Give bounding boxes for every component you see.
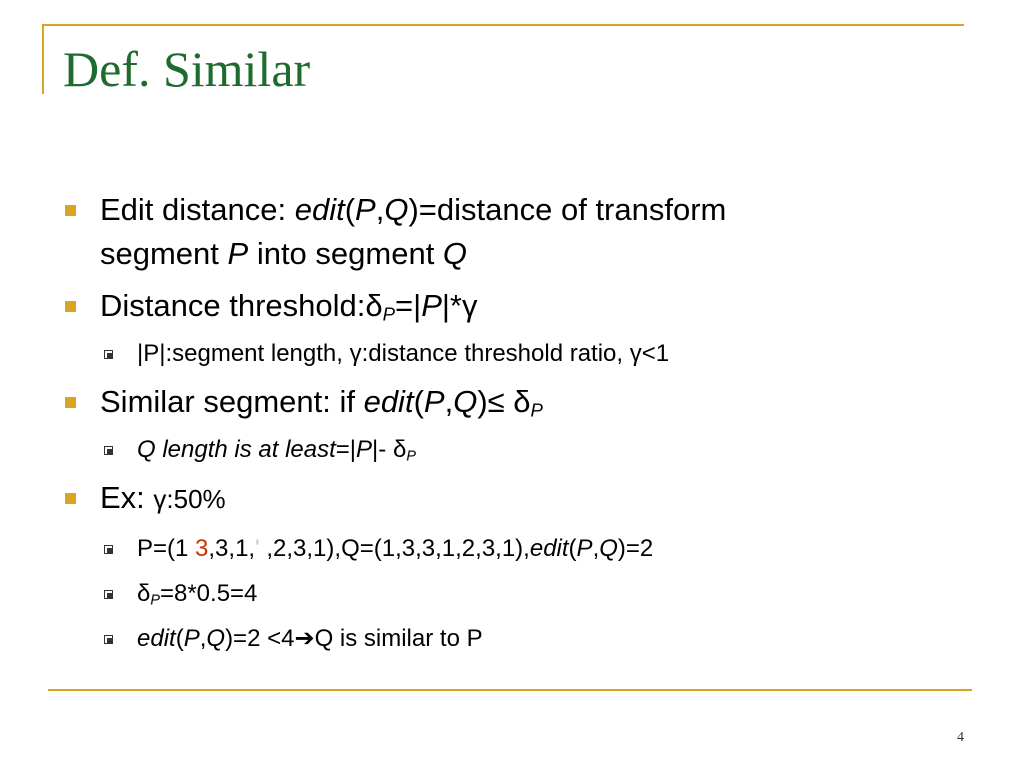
text: ,2,3,1),Q=(1,3,3,1,2,3,1), xyxy=(259,535,530,562)
edit-term: edit xyxy=(294,192,345,227)
bullet-square-icon xyxy=(65,397,76,408)
bullet-square-icon xyxy=(65,493,76,504)
text: Distance threshold:δ xyxy=(100,288,383,323)
text: , xyxy=(199,625,207,652)
text: |- δ xyxy=(372,436,407,463)
text: , xyxy=(592,535,600,562)
gamma-value: γ:50% xyxy=(153,484,226,514)
top-rule xyxy=(42,24,964,26)
sub-bullet-square-icon xyxy=(104,446,113,455)
bullet-similar-segment xyxy=(100,380,543,433)
sub-bullet-square-icon xyxy=(104,545,113,554)
text: |*γ xyxy=(441,288,478,323)
sub-bullet-square-icon xyxy=(104,590,113,599)
Q-var: Q xyxy=(384,192,409,227)
bullet-square-icon xyxy=(65,205,76,216)
slide-title: Def. Similar xyxy=(63,41,311,97)
subscript-P: P xyxy=(150,592,160,609)
text: into segment xyxy=(248,236,443,271)
Q-var: Q xyxy=(442,236,468,271)
text: δ xyxy=(137,580,151,607)
P-var: P xyxy=(421,288,442,323)
text: segment xyxy=(100,236,228,271)
text: )=2 xyxy=(617,535,654,562)
P-var: P xyxy=(227,236,249,271)
text: ( xyxy=(568,535,577,562)
Q-var: Q xyxy=(206,625,226,652)
edit-term: edit xyxy=(363,384,414,419)
bullet-square-icon xyxy=(65,301,76,312)
P-var: P xyxy=(356,436,373,463)
side-rule xyxy=(42,24,44,94)
text: ( xyxy=(344,192,356,227)
bullet-edit-distance xyxy=(100,188,726,232)
page-number: 4 xyxy=(957,730,964,745)
P-var: P xyxy=(355,192,376,227)
Q-var: Q xyxy=(453,384,478,419)
sub-bullet-segment-length: |P|:segment length, γ:distance threshold ratio, γ<1 xyxy=(137,340,670,367)
sub-bullet-q-length xyxy=(137,435,416,472)
text: =8*0.5=4 xyxy=(159,580,258,607)
subscript-P: P xyxy=(382,303,396,325)
text: , xyxy=(375,192,385,227)
subscript-P: P xyxy=(530,399,543,421)
text: ( xyxy=(413,384,424,419)
sub-bullet-square-icon xyxy=(104,350,113,359)
Q-var: Q xyxy=(599,535,618,562)
text: Similar segment: if xyxy=(100,384,364,419)
P-var: P xyxy=(423,384,445,419)
sub-bullet-delta-value xyxy=(137,579,257,616)
text: =| xyxy=(335,436,357,463)
text: Edit distance: xyxy=(100,192,295,227)
text: ( xyxy=(175,625,184,652)
P-var: P xyxy=(183,625,200,652)
text: =| xyxy=(395,288,422,323)
text: ,3,1, xyxy=(208,535,256,562)
edit-term: edit xyxy=(137,625,176,652)
text: P=(1 xyxy=(137,535,196,562)
P-var: P xyxy=(576,535,593,562)
bottom-rule xyxy=(48,689,972,691)
sub-bullet-example-sequences xyxy=(137,534,653,564)
text: )=distance of transform xyxy=(408,192,727,227)
bullet-example xyxy=(100,476,226,521)
text: )≤ δ xyxy=(477,384,531,419)
sub-bullet-conclusion xyxy=(137,624,483,654)
text: Ex: xyxy=(100,480,154,515)
text: )=2 <4 xyxy=(225,625,295,652)
bullet-distance-threshold xyxy=(100,284,478,337)
text: Q length is at least xyxy=(137,436,336,463)
highlighted-value: 3 xyxy=(195,535,209,562)
subscript-P: P xyxy=(406,448,416,465)
edit-term: edit xyxy=(529,535,569,562)
right-arrow-icon: ➔ xyxy=(294,625,315,652)
text: , xyxy=(444,384,454,419)
text: Q is similar to P xyxy=(314,625,483,652)
faint-mark: ' xyxy=(255,535,260,562)
sub-bullet-square-icon xyxy=(104,635,113,644)
bullet-edit-distance-line2 xyxy=(100,232,467,276)
